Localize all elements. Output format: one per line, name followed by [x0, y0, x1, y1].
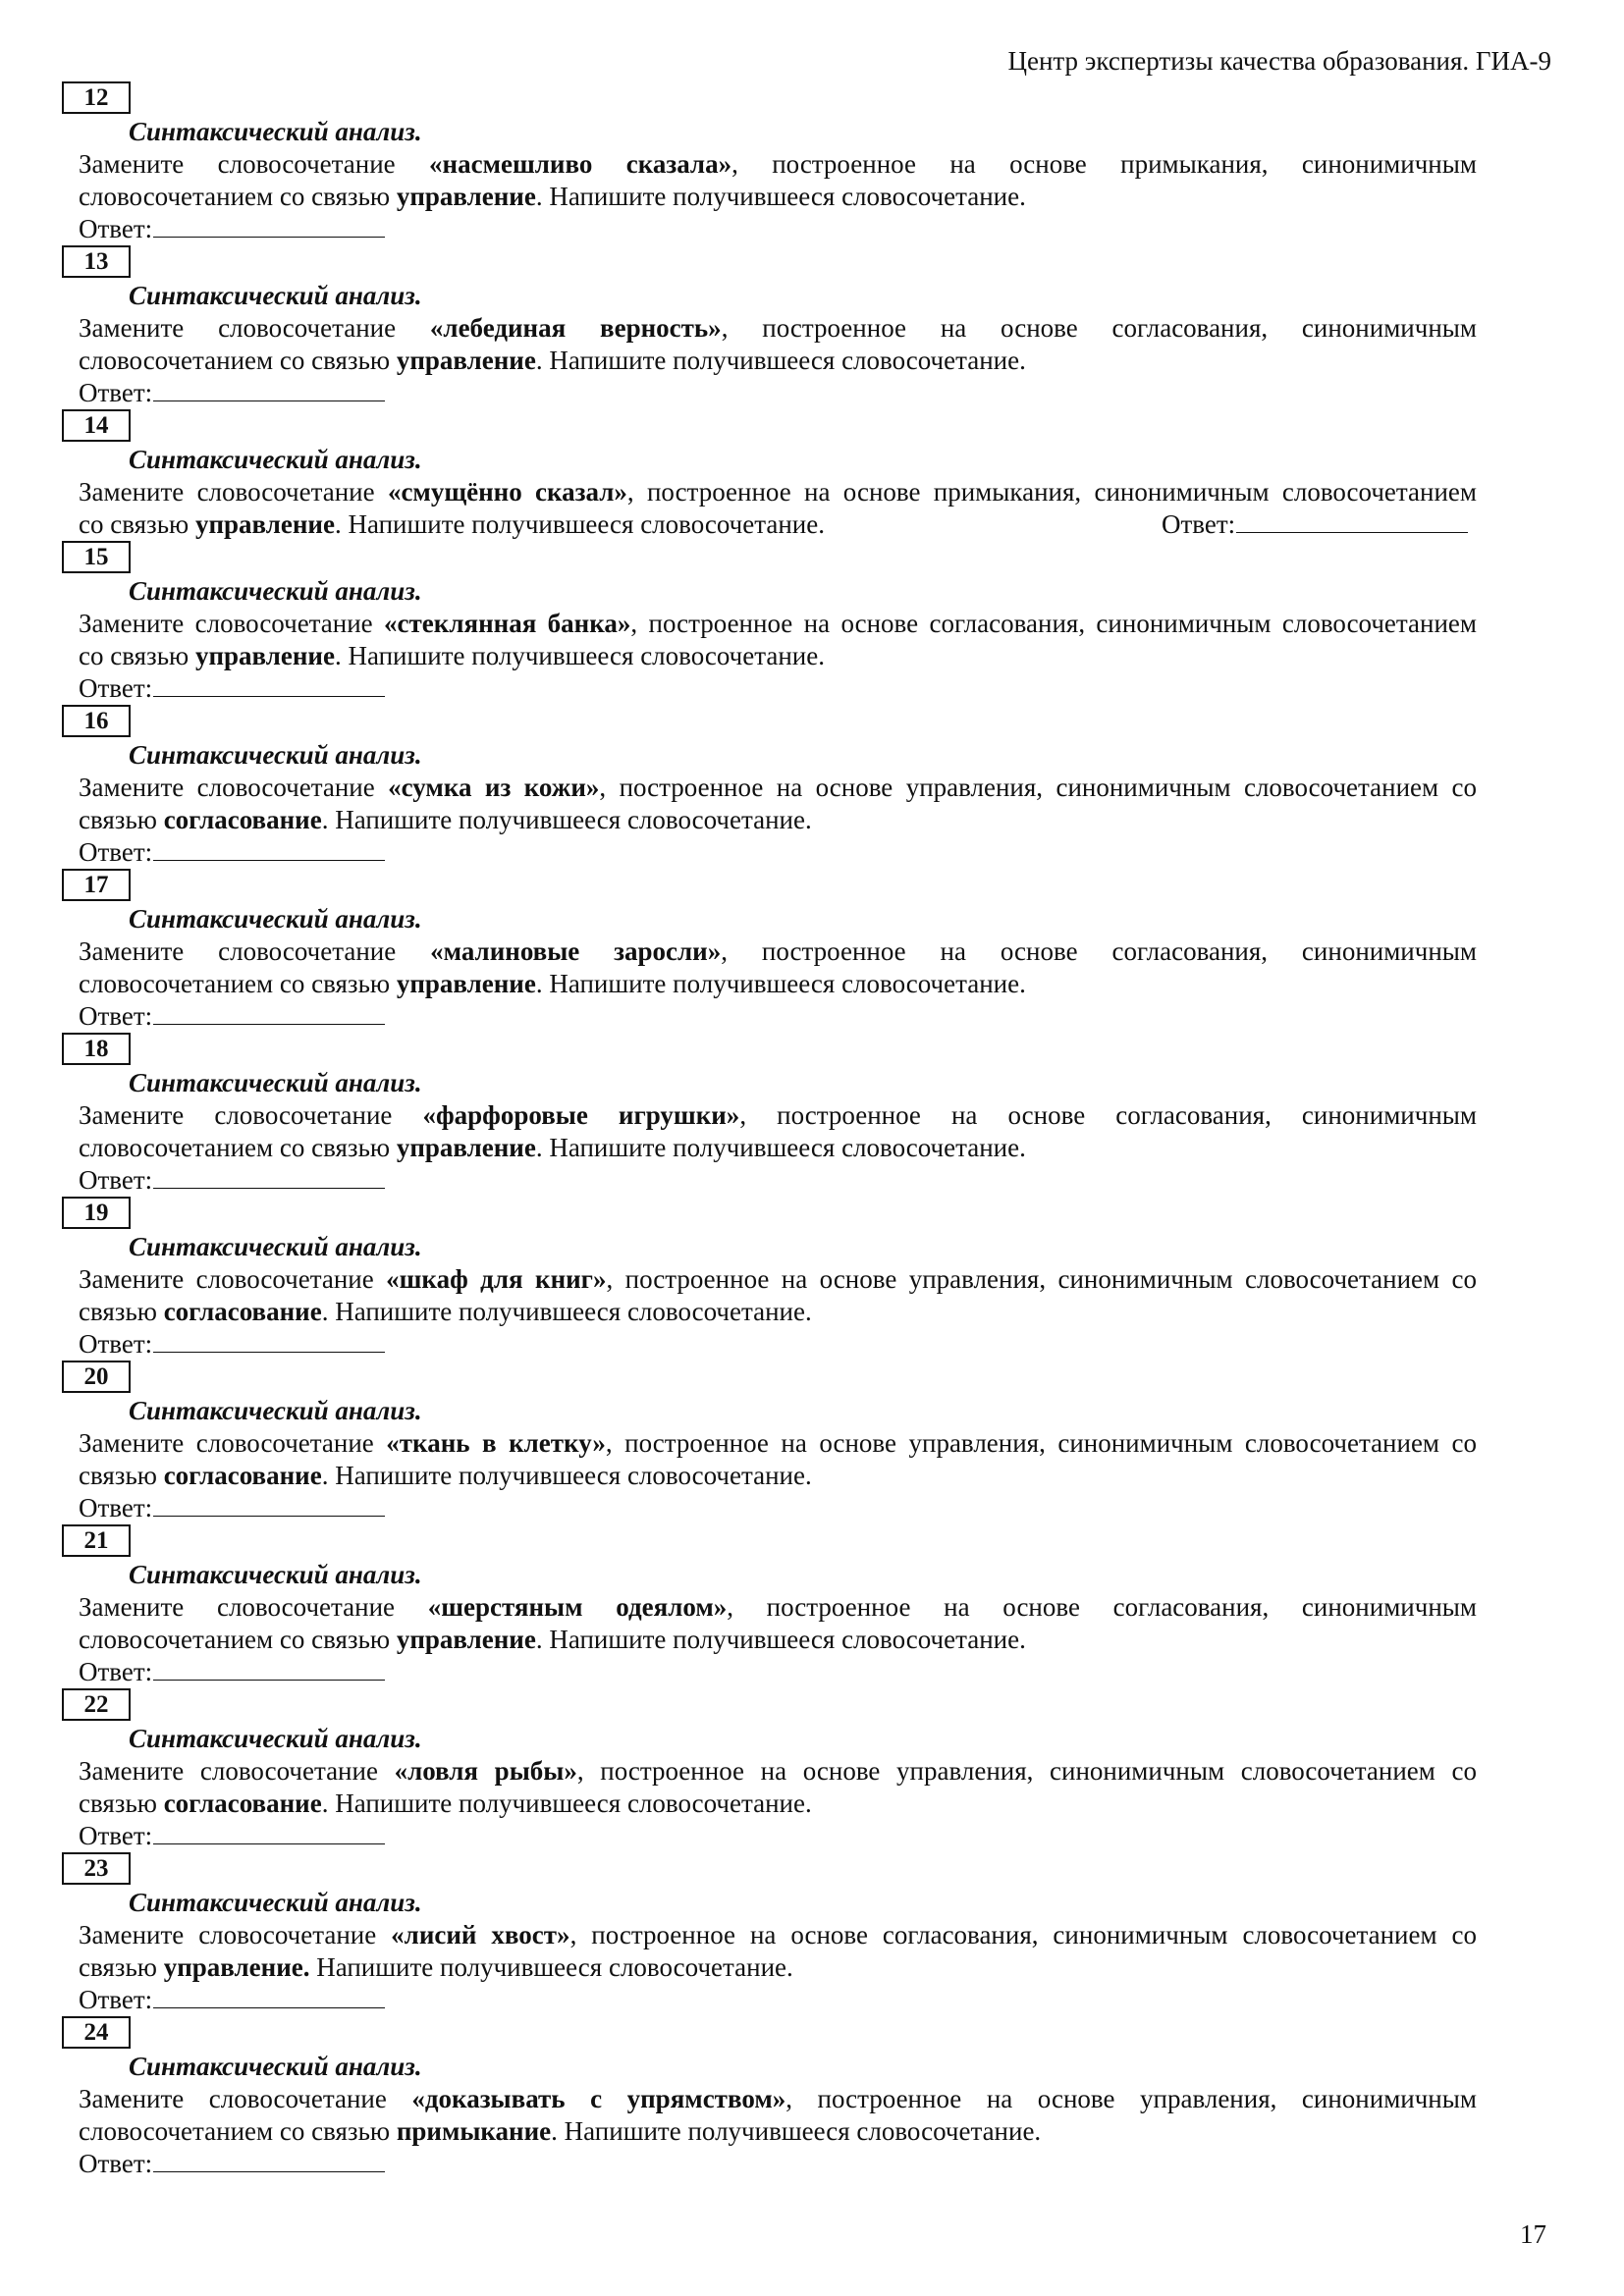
task-text: , построенное на основе согласования, синонимичным: [721, 313, 1477, 343]
task-section-title: Синтаксический анализ.: [129, 1396, 422, 1425]
task-block: [62, 81, 1477, 245]
answer-field: [62, 1328, 1477, 1361]
task-block: [62, 409, 1477, 541]
task-text: , построенное на основе согласования, синонимичным: [721, 936, 1477, 966]
task-number-box: 20: [62, 1361, 131, 1393]
answer-field: [62, 1000, 1477, 1033]
task-text-line: [62, 1460, 1477, 1492]
answer-label: Ответ:: [79, 1657, 153, 1686]
task-text: связью: [79, 1789, 164, 1818]
task-text-line: [62, 2115, 1477, 2148]
task-text-line: [62, 1296, 1477, 1328]
task-text-line: [62, 181, 1477, 213]
answer-blank-line[interactable]: [153, 1330, 385, 1353]
answer-label: Ответ:: [79, 1985, 153, 2014]
answer-field: [62, 2148, 1477, 2180]
task-text: Замените словосочетание: [79, 2084, 412, 2113]
task-block: [62, 2016, 1477, 2180]
task-text: . Напишите получившееся словосочетание.: [535, 969, 1026, 998]
task-section-title: Синтаксический анализ.: [129, 576, 422, 606]
task-section-title: Синтаксический анализ.: [129, 445, 422, 474]
task-text: . Напишите получившееся словосочетание.: [321, 1461, 812, 1490]
emphasized-text: «лисий хвост»: [391, 1920, 570, 1949]
running-header: Центр экспертизы качества образования. ГИА-9: [1007, 46, 1551, 76]
task-text-line: [62, 1624, 1477, 1656]
answer-label: Ответ:: [1162, 509, 1236, 539]
emphasized-text: «ловля рыбы»: [394, 1756, 577, 1786]
task-text: , построенное на основе управления, синонимичным словосочетанием со: [605, 1428, 1477, 1458]
emphasized-text: «фарфоровые игрушки»: [422, 1100, 740, 1130]
answer-blank-line[interactable]: [153, 2150, 385, 2172]
task-block: [62, 705, 1477, 869]
task-text: . Напишите получившееся словосочетание.: [321, 1297, 812, 1326]
answer-field: [62, 1164, 1477, 1197]
task-block: [62, 1197, 1477, 1361]
task-number-box: 24: [62, 2016, 131, 2049]
task-text: связью: [79, 1952, 164, 1982]
task-text: Замените словосочетание: [79, 1920, 392, 1949]
task-block: [62, 1033, 1477, 1197]
task-text-line: [62, 1919, 1477, 1951]
task-text: . Напишите получившееся словосочетание.: [535, 1133, 1026, 1162]
emphasized-text: согласование: [163, 1461, 322, 1490]
task-number-box: 15: [62, 541, 131, 573]
emphasized-text: управление.: [163, 1952, 310, 1982]
task-text: . Напишите получившееся словосочетание.: [535, 182, 1026, 211]
task-text: связью: [79, 805, 164, 834]
answer-field: [62, 377, 1477, 409]
task-text-line: [62, 2083, 1477, 2115]
task-text-line: [62, 1755, 1477, 1788]
answer-label: Ответ:: [79, 837, 153, 867]
task-text-line: [62, 148, 1477, 181]
task-text-line: [62, 608, 1477, 640]
answer-blank-line[interactable]: [153, 838, 385, 861]
answer-blank-line[interactable]: [153, 1822, 385, 1844]
task-block: [62, 1688, 1477, 1852]
task-text: со связью: [79, 641, 195, 670]
task-number-box: 17: [62, 869, 131, 901]
task-text-line: [62, 345, 1477, 377]
task-text: , построенное на основе управления, синонимичным словосочетанием со: [599, 773, 1477, 802]
emphasized-text: «стеклянная банка»: [384, 609, 631, 638]
task-text-line: [62, 640, 1477, 672]
task-text-line: [62, 508, 1477, 541]
task-text-line: [62, 804, 1477, 836]
task-section-title: Синтаксический анализ.: [129, 1068, 422, 1097]
task-text: словосочетанием со связью: [79, 2116, 397, 2146]
answer-label: Ответ:: [79, 1165, 153, 1195]
task-text: Замените словосочетание: [79, 1592, 428, 1622]
emphasized-text: согласование: [163, 1297, 322, 1326]
task-text: . Напишите получившееся словосочетание.: [321, 805, 812, 834]
task-text: , построенное на основе управления, синонимичным словосочетанием со: [576, 1756, 1477, 1786]
task-text: Замените словосочетание: [79, 1756, 395, 1786]
task-text-line: [62, 1951, 1477, 1984]
answer-blank-line[interactable]: [153, 1986, 385, 2008]
task-section-title: Синтаксический анализ.: [129, 1888, 422, 1917]
task-text: , построенное на основе согласования, синонимичным: [739, 1100, 1477, 1130]
task-text-line: [62, 476, 1477, 508]
task-text: Замените словосочетание: [79, 1264, 387, 1294]
task-block: [62, 1524, 1477, 1688]
emphasized-text: «малиновые заросли»: [430, 936, 722, 966]
emphasized-text: «сумка из кожи»: [388, 773, 600, 802]
task-text: Замените словосочетание: [79, 313, 430, 343]
task-text: со связью: [79, 509, 195, 539]
emphasized-text: «доказывать с упрямством»: [411, 2084, 786, 2113]
task-block: [62, 1361, 1477, 1524]
task-text: . Напишите получившееся словосочетание.: [535, 346, 1026, 375]
answer-label: Ответ:: [79, 378, 153, 407]
task-section-title: Синтаксический анализ.: [129, 2052, 422, 2081]
task-section-title: Синтаксический анализ.: [129, 1560, 422, 1589]
emphasized-text: «шкаф для книг»: [386, 1264, 607, 1294]
emphasized-text: «лебединая верность»: [429, 313, 722, 343]
task-section-title: Синтаксический анализ.: [129, 904, 422, 934]
task-text: словосочетанием со связью: [79, 1133, 397, 1162]
task-text: , построенное на основе согласования, синонимичным словосочетанием со: [569, 1920, 1477, 1949]
task-number-box: 16: [62, 705, 131, 737]
answer-blank-line[interactable]: [1236, 510, 1468, 533]
answer-field: [62, 1984, 1477, 2016]
task-text-line: [62, 935, 1477, 968]
task-text: , построенное на основе примыкания, синонимичным словосочетанием: [626, 477, 1477, 507]
task-text: связью: [79, 1461, 164, 1490]
task-text: словосочетанием со связью: [79, 1625, 397, 1654]
task-text: Замените словосочетание: [79, 477, 388, 507]
answer-label: Ответ:: [79, 1329, 153, 1359]
task-text-line: [62, 1132, 1477, 1164]
task-text-line: [62, 772, 1477, 804]
task-text: Замените словосочетание: [79, 773, 389, 802]
answer-blank-line[interactable]: [153, 674, 385, 697]
emphasized-text: «смущённо сказал»: [387, 477, 627, 507]
emphasized-text: управление: [396, 346, 536, 375]
task-text: , построенное на основе согласования, синонимичным словосочетанием: [630, 609, 1477, 638]
task-number-box: 13: [62, 245, 131, 278]
task-text: , построенное на основе управления, синонимичным: [785, 2084, 1477, 2113]
answer-field: [62, 1492, 1477, 1524]
task-text: . Напишите получившееся словосочетание.: [551, 2116, 1042, 2146]
answer-field: [62, 1820, 1477, 1852]
answer-label: Ответ:: [79, 1001, 153, 1031]
emphasized-text: управление: [396, 182, 536, 211]
answer-label: Ответ:: [79, 673, 153, 703]
task-text-line: [62, 312, 1477, 345]
answer-field: [62, 1656, 1477, 1688]
answer-label: Ответ:: [79, 1493, 153, 1522]
emphasized-text: согласование: [163, 1789, 322, 1818]
task-number-box: 21: [62, 1524, 131, 1557]
task-section-title: Синтаксический анализ.: [129, 740, 422, 770]
task-text-line: [62, 1427, 1477, 1460]
task-text: , построенное на основе примыкания, синонимичным: [731, 149, 1477, 179]
task-text: словосочетанием со связью: [79, 346, 397, 375]
answer-label: Ответ:: [79, 1821, 153, 1850]
task-number-box: 18: [62, 1033, 131, 1065]
answer-blank-line[interactable]: [153, 1002, 385, 1025]
task-text: словосочетанием со связью: [79, 969, 397, 998]
task-text-line: [62, 1099, 1477, 1132]
task-text: Замените словосочетание: [79, 149, 430, 179]
task-list: [62, 81, 1477, 2180]
task-text: . Напишите получившееся словосочетание.: [334, 641, 825, 670]
emphasized-text: управление: [396, 1133, 536, 1162]
answer-label: Ответ:: [79, 2149, 153, 2178]
task-text: . Напишите получившееся словосочетание.: [321, 1789, 812, 1818]
task-text-line: [62, 1591, 1477, 1624]
task-number-box: 22: [62, 1688, 131, 1721]
task-block: [62, 245, 1477, 409]
emphasized-text: управление: [194, 641, 335, 670]
task-text: Замените словосочетание: [79, 1428, 387, 1458]
task-text: , построенное на основе согласования, синонимичным: [727, 1592, 1477, 1622]
task-text: Напишите получившееся словосочетание.: [309, 1952, 793, 1982]
emphasized-text: управление: [396, 969, 536, 998]
task-text: Замените словосочетание: [79, 936, 431, 966]
answer-field: [62, 836, 1477, 869]
answer-blank-line[interactable]: [153, 1166, 385, 1189]
task-section-title: Синтаксический анализ.: [129, 281, 422, 310]
task-text: . Напишите получившееся словосочетание.: [334, 509, 825, 539]
answer-field: [62, 213, 1477, 245]
emphasized-text: «ткань в клетку»: [386, 1428, 606, 1458]
task-block: [62, 541, 1477, 705]
task-text-line: [62, 1788, 1477, 1820]
task-text: Замените словосочетание: [79, 609, 385, 638]
task-text-line: [62, 1263, 1477, 1296]
task-section-title: Синтаксический анализ.: [129, 1724, 422, 1753]
task-text: связью: [79, 1297, 164, 1326]
emphasized-text: примыкание: [396, 2116, 552, 2146]
task-section-title: Синтаксический анализ.: [129, 117, 422, 146]
page-number: 17: [1520, 2219, 1546, 2249]
emphasized-text: «насмешливо сказала»: [429, 149, 732, 179]
emphasized-text: согласование: [163, 805, 322, 834]
answer-blank-line[interactable]: [153, 215, 385, 238]
task-number-box: 12: [62, 81, 131, 114]
task-text: словосочетанием со связью: [79, 182, 397, 211]
task-number-box: 19: [62, 1197, 131, 1229]
task-text: . Напишите получившееся словосочетание.: [535, 1625, 1026, 1654]
emphasized-text: управление: [194, 509, 335, 539]
answer-blank-line[interactable]: [153, 1658, 385, 1681]
task-section-title: Синтаксический анализ.: [129, 1232, 422, 1261]
task-block: [62, 1852, 1477, 2016]
emphasized-text: «шерстяным одеялом»: [427, 1592, 728, 1622]
answer-blank-line[interactable]: [153, 1494, 385, 1517]
task-number-box: 14: [62, 409, 131, 442]
answer-label: Ответ:: [79, 214, 153, 243]
task-text: , построенное на основе управления, синонимичным словосочетанием со: [606, 1264, 1477, 1294]
answer-field: [62, 672, 1477, 705]
answer-blank-line[interactable]: [153, 379, 385, 401]
task-block: [62, 869, 1477, 1033]
answer-field: [1162, 508, 1468, 541]
emphasized-text: управление: [396, 1625, 536, 1654]
task-number-box: 23: [62, 1852, 131, 1885]
task-text: Замените словосочетание: [79, 1100, 423, 1130]
task-text-line: [62, 968, 1477, 1000]
